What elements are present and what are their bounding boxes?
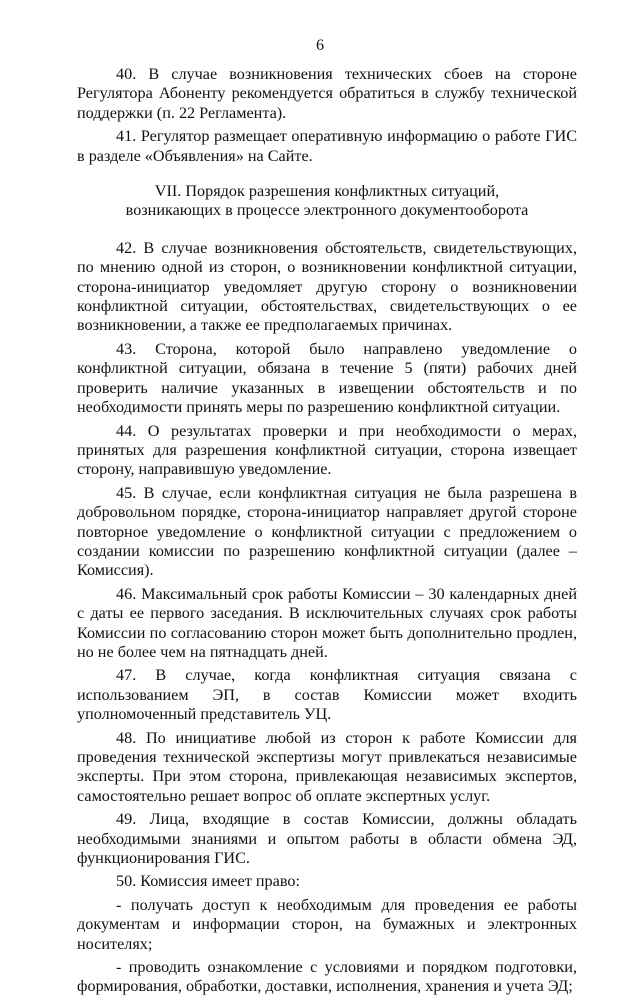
list-item-access: - получать доступ к необходимым для проведения ее работы документам и информации сторон, на бумажных и электронных носителях; <box>77 895 577 953</box>
paragraph-40: 40. В случае возникновения технических сбоев на стороне Регулятора Абоненту рекомендуется обратиться в службу технической поддержки (п. 22 Регламента). <box>77 65 577 122</box>
paragraph-42: 42. В случае возникновения обстоятельств, свидетельствующих, по мнению одной из сторон, о возникновении конфликтной ситуации, сторона-инициатор уведомляет другую сторону о возникновении конфликтной ситуации, обстоятельствах, свидетельствующих о ее возникновении, а также ее предполагаемых причинах. <box>77 238 577 335</box>
paragraph-49: 49. Лица, входящие в состав Комиссии, должны обладать необходимыми знаниями и опытом работы в области обмена ЭД, функционирования ГИС. <box>77 810 577 868</box>
paragraph-48: 48. По инициативе любой из сторон к работе Комиссии для проведения технической экспертизы могут привлекаться независимые эксперты. При этом сторона, привлекающая независимых экспертов, самостоятельно решает вопрос об оплате экспертных услуг. <box>77 728 577 805</box>
paragraph-46: 46. Максимальный срок работы Комиссии – 30 календарных дней с даты ее первого заседания. В исключительных случаях срок работы Комиссии по согласованию сторон может быть дополнительно продлен, но не более чем на пятнадцать дней. <box>77 584 577 661</box>
section-heading-line2: возникающих в процессе электронного документооборота <box>125 201 529 220</box>
paragraph-41: 41. Регулятор размещает оперативную информацию о работе ГИС в разделе «Объявления» на Сайте. <box>77 127 577 165</box>
section-heading-line1: VII. Порядок разрешения конфликтных ситуаций, <box>154 182 500 201</box>
document-body <box>77 65 577 1001</box>
paragraph-43: 43. Сторона, которой было направлено уведомление о конфликтной ситуации, обязана в течение 5 (пяти) рабочих дней проверить наличие указанных в извещении обстоятельств и по необходимости принять меры по разрешению конфликтной ситуации. <box>77 339 577 417</box>
paragraph-50: 50. Комиссия имеет право: <box>116 872 300 891</box>
section-heading <box>77 182 577 221</box>
paragraph-44: 44. О результатах проверки и при необходимости о мерах, принятых для разрешения конфликтной ситуации, сторона извещает сторону, направившую уведомление. <box>77 421 577 479</box>
list-item-review: - проводить ознакомление с условиями и порядком подготовки, формирования, обработки, доставки, исполнения, хранения и учета ЭД; <box>77 958 577 996</box>
page-number: 6 <box>315 36 325 54</box>
paragraph-47: 47. В случае, когда конфликтная ситуация связана с использованием ЭП, в состав Комиссии может входить уполномоченный представитель УЦ. <box>77 666 577 724</box>
paragraph-45: 45. В случае, если конфликтная ситуация не была разрешена в добровольном порядке, сторона-инициатор направляет другой стороне повторное уведомление о конфликтной ситуации с предложением о создании комиссии по разрешению конфликтной ситуации (далее – Комиссия). <box>77 483 577 580</box>
